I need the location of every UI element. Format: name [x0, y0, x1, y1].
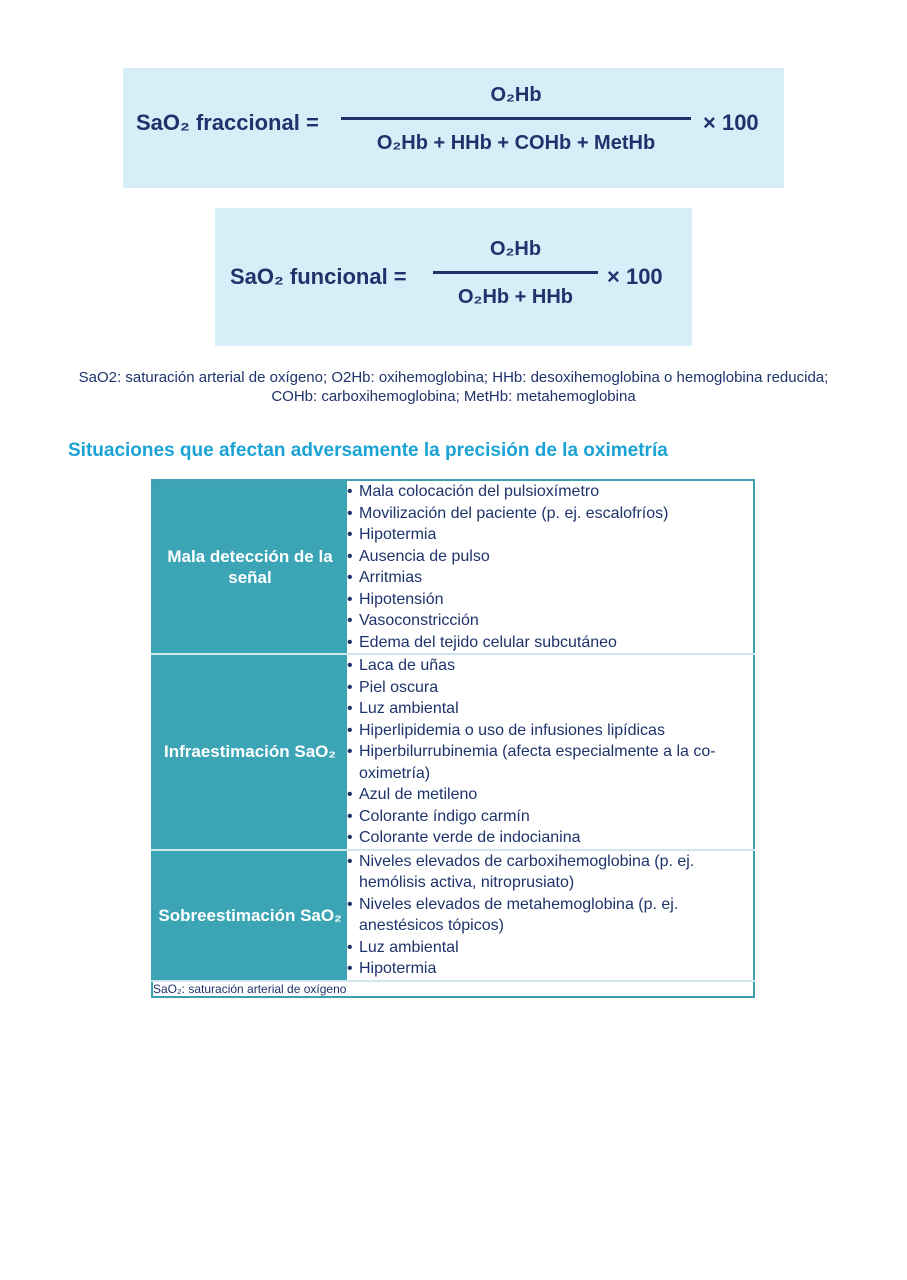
list-item: • Niveles elevados de carboxihemoglobina (p. ej. hemólisis activa, nitroprusiato) [347, 851, 753, 894]
items-list [347, 851, 753, 980]
list-item: • Colorante índigo carmín [347, 806, 753, 828]
table-footer-row [152, 981, 754, 997]
table-footnote: SaO₂: saturación arterial de oxígeno [152, 981, 754, 997]
fractional-formula-box [123, 68, 784, 188]
list-item: • Edema del tejido celular subcutáneo [347, 632, 753, 654]
items-list [347, 655, 753, 849]
items-cell [347, 850, 754, 981]
list-item: • Laca de uñas [347, 655, 753, 677]
formula-lhs: SaO₂ funcional = [230, 264, 407, 289]
abbreviations-note: SaO2: saturación arterial de oxígeno; O2Hb: oxihemoglobina; HHb: desoxihemoglobina o hemoglobina reducida; COHb: carboxihemoglobina; MetHb: metahemoglobina [78, 369, 829, 405]
category-cell: Sobreestimación SaO₂ [152, 850, 347, 981]
list-item: • Ausencia de pulso [347, 546, 753, 568]
items-list [347, 481, 753, 653]
list-item: • Arritmias [347, 567, 753, 589]
formula-fraction [341, 84, 691, 155]
items-cell [347, 654, 754, 850]
formula-fraction [433, 238, 598, 309]
list-item: • Mala colocación del pulsioxímetro [347, 481, 753, 503]
category-cell: Mala detección de la señal [152, 480, 347, 654]
list-item: • Movilización del paciente (p. ej. escalofríos) [347, 503, 753, 525]
list-item: • Hipotermia [347, 524, 753, 546]
table-row [152, 850, 754, 981]
list-item: • Colorante verde de indocianina [347, 827, 753, 849]
formula-multiplier: × 100 [703, 110, 759, 135]
section-title: Situaciones que afectan adversamente la precisión de la oximetría [68, 440, 668, 461]
list-item: • Hipotermia [347, 958, 753, 980]
list-item: • Azul de metileno [347, 784, 753, 806]
fraction-bar [433, 271, 598, 274]
functional-formula-box [215, 208, 692, 346]
category-cell: Infraestimación SaO₂ [152, 654, 347, 850]
situations-table [151, 479, 755, 998]
formula-numerator: O₂Hb [490, 84, 542, 106]
formula-multiplier: × 100 [607, 264, 663, 289]
table-row [152, 480, 754, 654]
list-item: • Luz ambiental [347, 937, 753, 959]
formula-denominator: O₂Hb + HHb [458, 286, 573, 308]
items-cell [347, 480, 754, 654]
list-item: • Piel oscura [347, 677, 753, 699]
list-item: • Luz ambiental [347, 698, 753, 720]
table-row [152, 654, 754, 850]
list-item: • Hiperlipidemia o uso de infusiones lipídicas [347, 720, 753, 742]
formula-denominator: O₂Hb + HHb + COHb + MetHb [376, 132, 656, 154]
list-item: • Niveles elevados de metahemoglobina (p. ej. anestésicos tópicos) [347, 894, 753, 937]
formula-numerator: O₂Hb [489, 238, 542, 260]
list-item: • Hiperbilurrubinemia (afecta especialmente a la co-oximetría) [347, 741, 753, 784]
list-item: • Vasoconstricción [347, 610, 753, 632]
fraction-bar [341, 117, 691, 120]
list-item: • Hipotensión [347, 589, 753, 611]
formula-lhs: SaO₂ fraccional = [136, 110, 319, 135]
